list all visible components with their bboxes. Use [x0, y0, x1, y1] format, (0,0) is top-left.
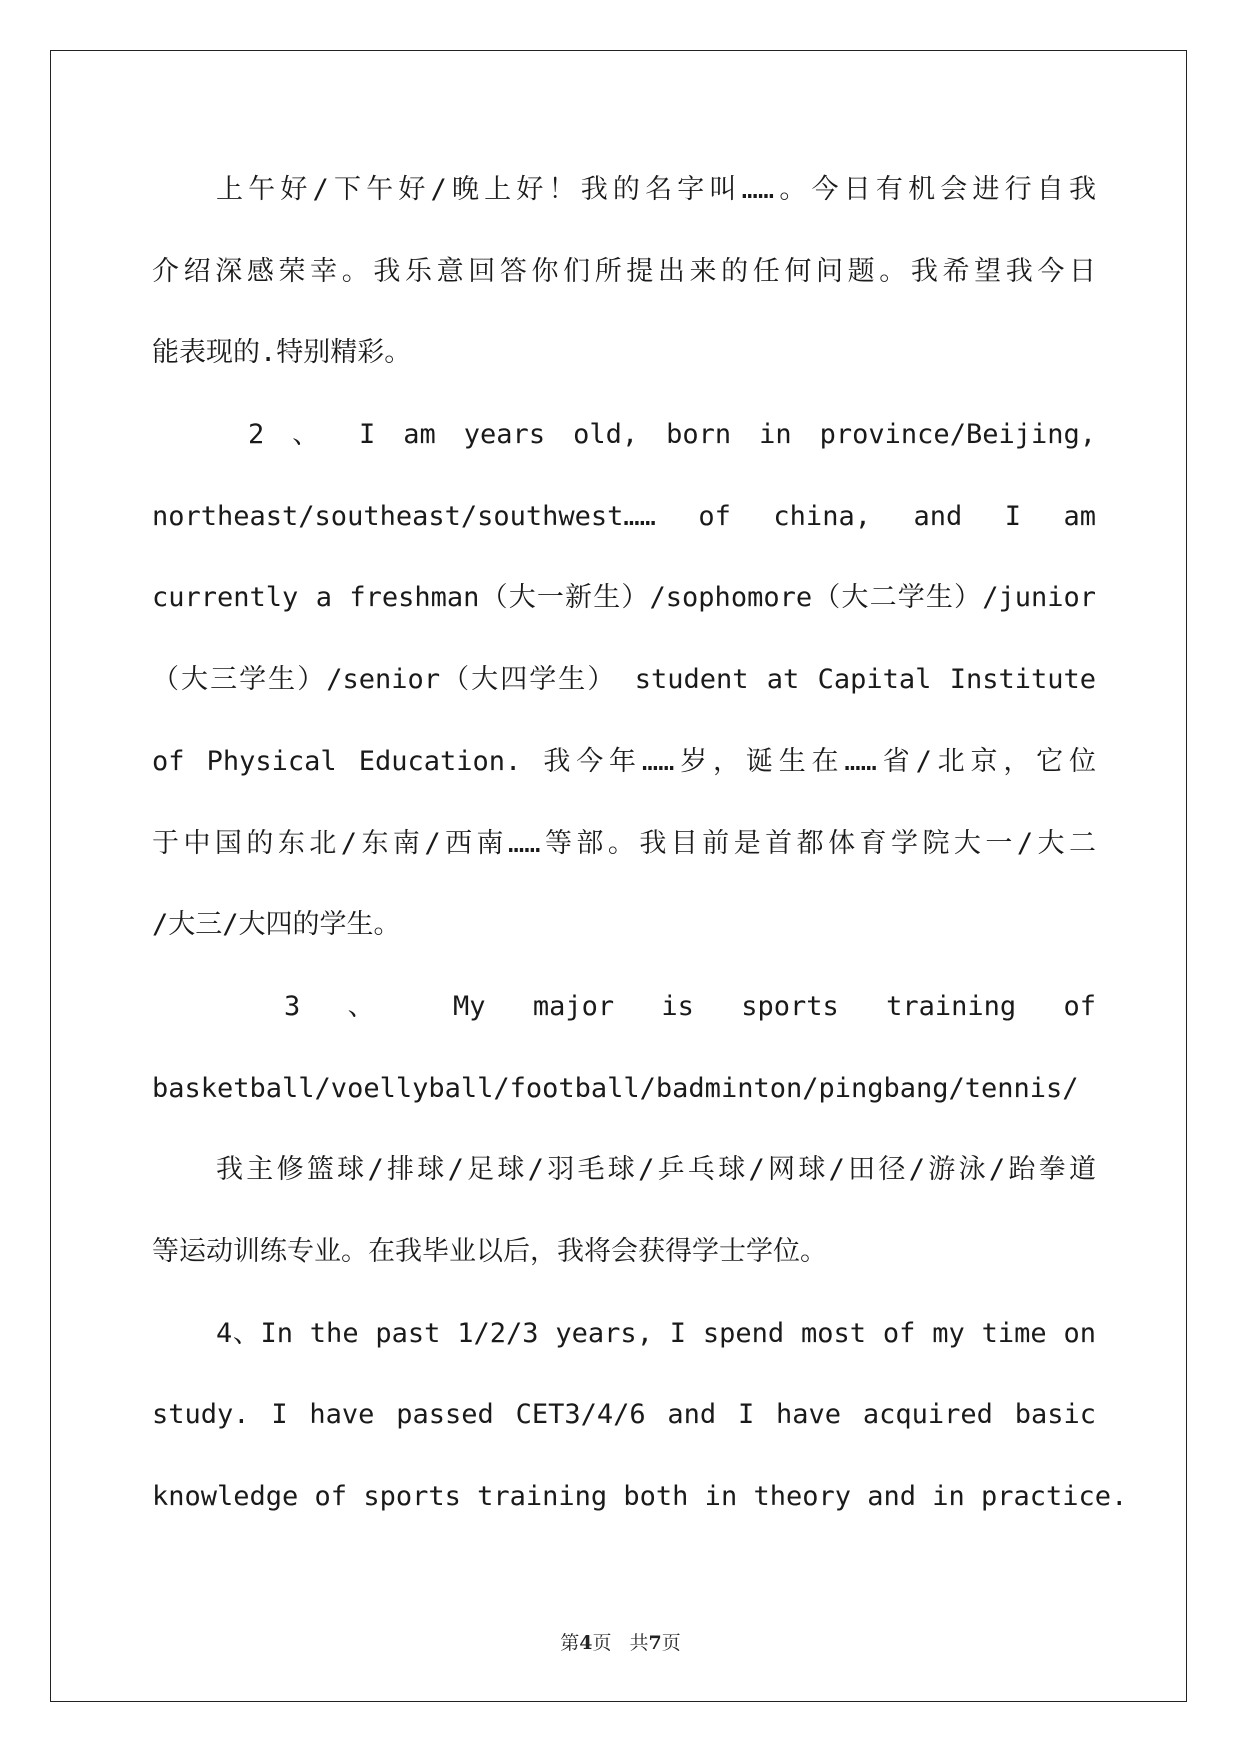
text-line: of Physical Education. 我今年……岁，诞生在……省/北京，它位 [152, 745, 1096, 777]
text-line: study. I have passed CET3/4/6 and I have acquired basic [152, 1399, 1096, 1431]
text-line: /大三/大四的学生。 [152, 909, 401, 941]
total-pages: 7 [648, 1632, 662, 1654]
paragraph-major-chinese [152, 1140, 1096, 1303]
text-line: 介绍深感荣幸。我乐意回答你们所提出来的任何问题。我希望我今日 [152, 255, 1096, 287]
text-line: 3 、 My major is sports training of [284, 990, 1096, 1022]
text-line: basketball/voellyball/football/badminton/pingbang/tennis/ [152, 1072, 1079, 1104]
text-line: currently a freshman（大一新生）/sophomore（大二学生）/junior [152, 582, 1096, 614]
page-number: 4 [579, 1632, 593, 1654]
text-line: 能表现的.特别精彩。 [152, 337, 412, 369]
paragraph-study [152, 1304, 1128, 1549]
text-line: northeast/southeast/southwest…… of china, and I am [152, 500, 1096, 532]
paragraph-major [152, 977, 1096, 1140]
document-body [152, 160, 1128, 1549]
footer-total-suffix: 页 [661, 1632, 681, 1654]
text-line: 上午好/下午好/晚上好！我的名字叫……。今日有机会进行自我 [216, 174, 1096, 205]
text-line: 4、In the past 1/2/3 years, I spend most of my time on [216, 1317, 1096, 1349]
paragraph-greeting [152, 160, 1096, 405]
footer-total-prefix: 共 [629, 1632, 649, 1654]
paragraph-age-origin [152, 405, 1096, 977]
text-line: （大三学生）/senior（大四学生） student at Capital Institute [152, 664, 1096, 696]
text-line: 我主修篮球/排球/足球/羽毛球/乒乓球/网球/田径/游泳/跆拳道 [216, 1154, 1096, 1186]
text-line: knowledge of sports training both in theory and in practice. [152, 1481, 1128, 1512]
text-line: 2 、 I am years old, born in province/Beijing, [248, 419, 1096, 451]
page-footer [0, 1628, 1241, 1655]
text-line: 等运动训练专业。在我毕业以后，我将会获得学士学位。 [152, 1235, 827, 1267]
footer-page-suffix: 页 [592, 1632, 612, 1654]
footer-prefix: 第 [560, 1632, 580, 1654]
text-line: 于中国的东北/东南/西南……等部。我目前是首都体育学院大一/大二 [152, 827, 1096, 859]
